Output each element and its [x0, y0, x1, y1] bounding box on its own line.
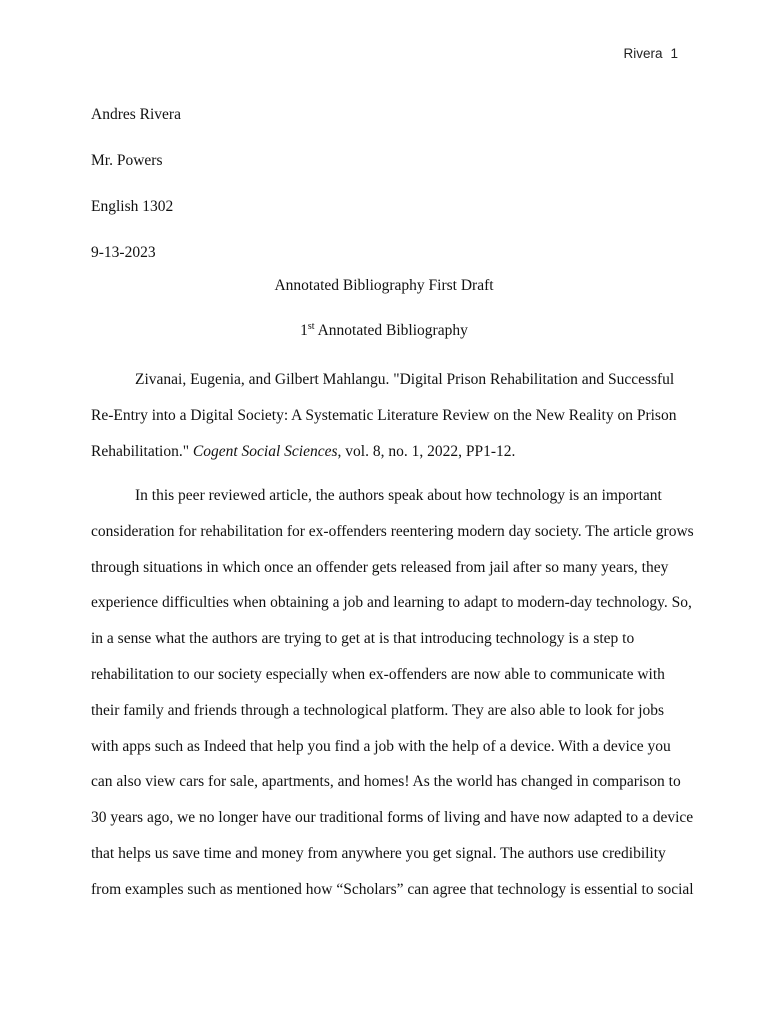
annotation-line: In this peer reviewed article, the authors speak about how technology is an important — [135, 487, 662, 504]
ordinal-suffix: st — [307, 321, 315, 332]
annotation-line: in a sense what the authors are trying to get at is that introducing technology is a step to — [91, 630, 635, 648]
annotation-paragraph — [91, 481, 694, 911]
annotation-line: through situations in which once an offender gets released from jail after so many years, they — [91, 558, 669, 576]
citation-text: Rehabilitation." — [91, 443, 193, 460]
running-header — [623, 46, 678, 61]
header-surname: Rivera — [623, 46, 663, 61]
journal-title: Cogent Social Sciences — [192, 443, 338, 460]
instructor-name: Mr. Powers — [91, 152, 163, 169]
section-title-text: Annotated Bibliography — [314, 322, 468, 339]
citation-entry — [91, 365, 681, 473]
annotation-line: rehabilitation to our society especially when ex-offenders are now able to communicate with — [91, 665, 665, 683]
section-title — [91, 322, 677, 340]
document-title: Annotated Bibliography First Draft — [274, 277, 494, 294]
annotation-line: that helps us save time and money from anywhere you get signal. The authors use credibility — [91, 844, 666, 862]
citation-line — [91, 437, 681, 473]
annotation-line: can also view cars for sale, apartments, and homes! As the world has changed in comparison to — [91, 773, 681, 791]
citation-line: Re-Entry into a Digital Society: A Systematic Literature Review on the New Reality on Prison — [91, 407, 677, 424]
page-number: 1 — [670, 46, 678, 61]
annotation-line: with apps such as Indeed that help you find a job with the help of a device. With a device you — [91, 737, 671, 755]
annotation-line: 30 years ago, we no longer have our traditional forms of living and have now adapted to a device — [91, 809, 694, 827]
date: 9-13-2023 — [91, 244, 156, 261]
citation-line: Zivanai, Eugenia, and Gilbert Mahlangu. "Digital Prison Rehabilitation and Successful — [135, 371, 675, 388]
citation-text: , vol. 8, no. 1, 2022, PP1-12. — [337, 443, 516, 460]
annotation-line: consideration for rehabilitation for ex-offenders reentering modern day society. The article grows — [91, 522, 694, 540]
course-name: English 1302 — [91, 198, 174, 215]
section-number: 1 — [300, 322, 308, 339]
mla-heading — [91, 92, 181, 276]
student-name: Andres Rivera — [91, 106, 181, 123]
annotation-line: their family and friends through a technological platform. They are also able to look for jobs — [91, 701, 665, 719]
annotation-line: experience difficulties when obtaining a job and learning to adapt to modern-day technology. So, — [91, 594, 692, 612]
annotation-line: from examples such as mentioned how “Scholars” can agree that technology is essential to social — [91, 880, 694, 898]
